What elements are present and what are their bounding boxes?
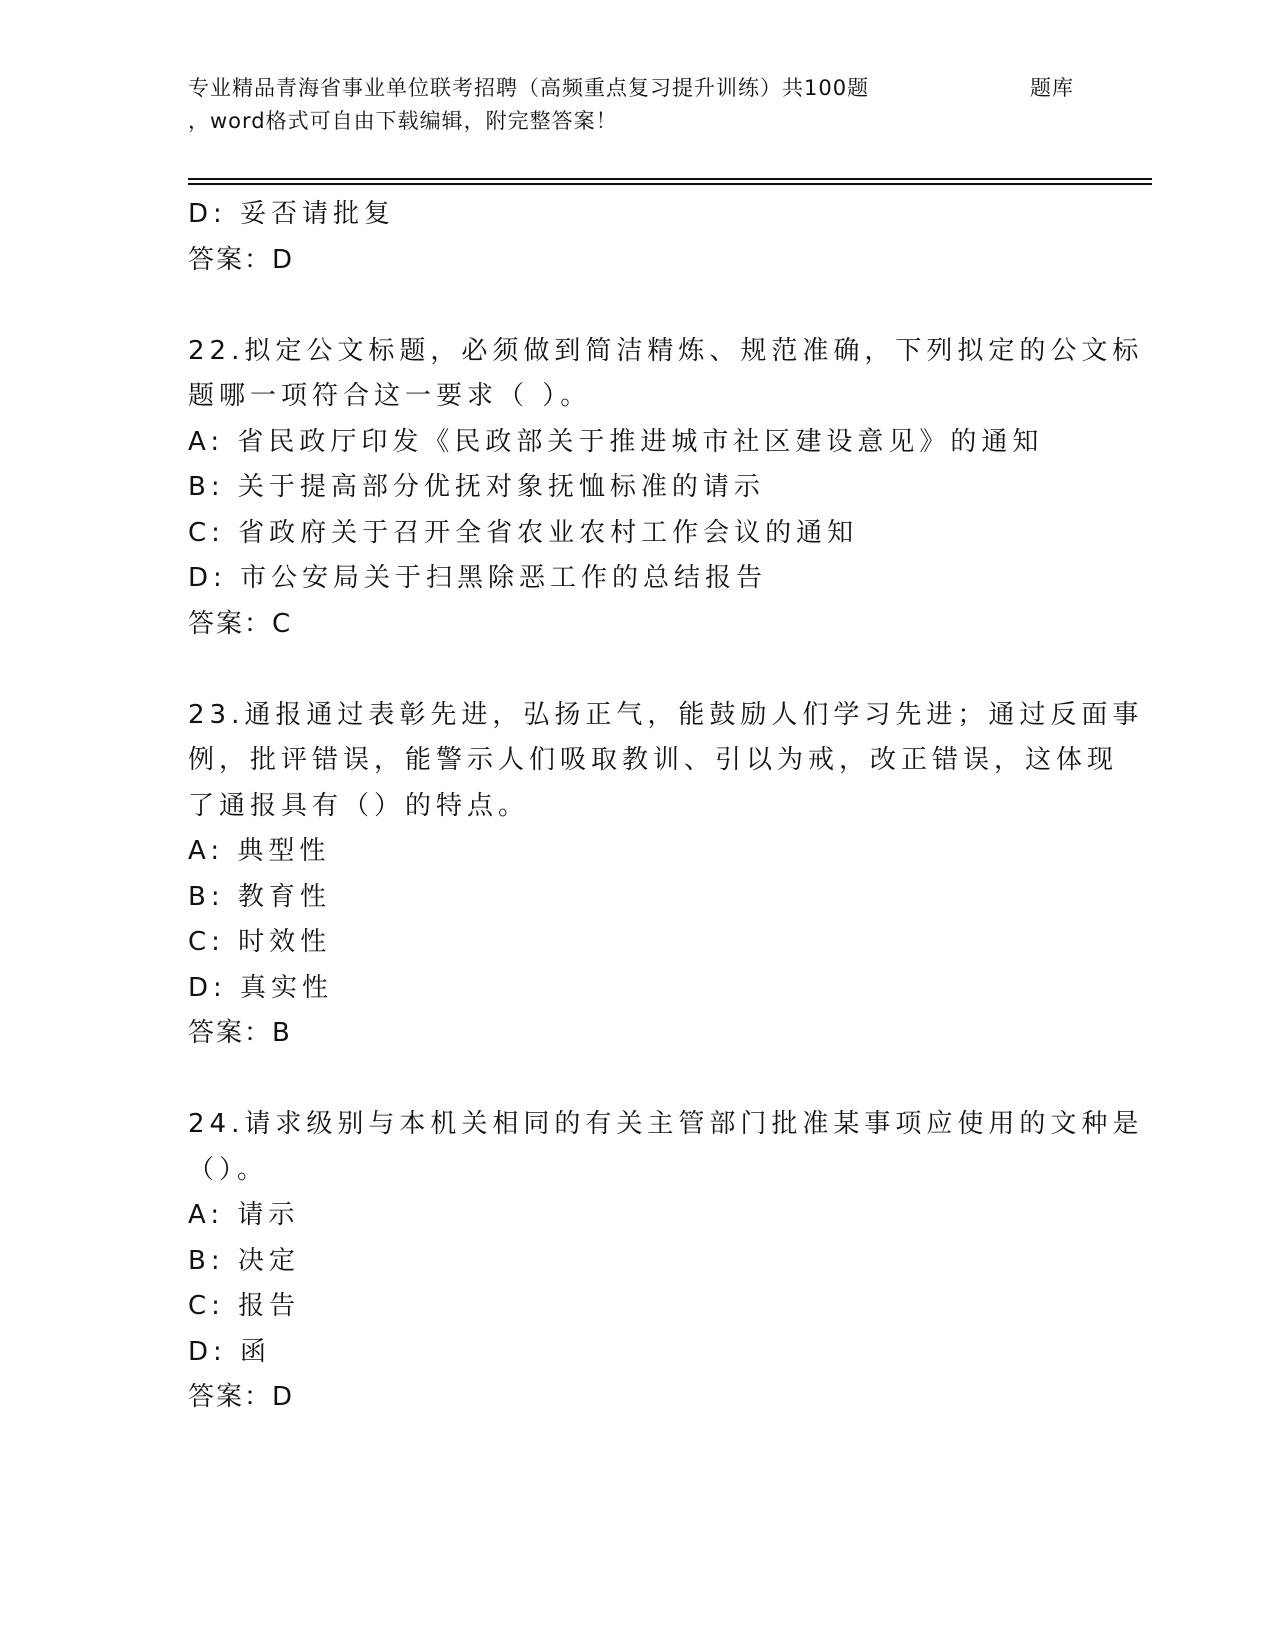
question-stem-line: 23.通报通过表彰先进，弘扬正气，能鼓励人们学习先进；通过反面事 xyxy=(188,699,1144,730)
question-stem-line: 题哪一项符合这一要求（ ）。 xyxy=(188,381,592,411)
question-stem-line: 了通报具有（）的特点。 xyxy=(188,790,530,821)
header-line-2: ，word格式可自由下载编辑，附完整答案！ xyxy=(188,109,618,133)
option-b: B: 决定 xyxy=(188,1245,300,1276)
prev-answer: 答案：D xyxy=(188,244,295,275)
question-stem-line: 24.请求级别与本机关相同的有关主管部门批准某事项应使用的文种是 xyxy=(188,1109,1144,1139)
question-22 xyxy=(188,329,1144,648)
option-c: C: 报告 xyxy=(188,1291,301,1321)
option-a: A: 典型性 xyxy=(188,836,331,866)
page-header xyxy=(188,72,1088,138)
question-stem-line: 例，批评错误，能警示人们吸取教训、引以为戒，改正错误，这体现 xyxy=(188,745,1119,775)
header-rule-bottom xyxy=(188,183,1152,185)
option-b: B: 教育性 xyxy=(188,881,331,912)
option-d: D: 真实性 xyxy=(188,972,334,1003)
header-rule-top xyxy=(188,178,1152,180)
answer: 答案：B xyxy=(188,1018,292,1048)
header-title: 专业精品青海省事业单位联考招聘（高频重点复习提升训练）共100题 xyxy=(188,76,870,100)
question-stem-line: 22.拟定公文标题，必须做到简洁精炼、规范准确，下列拟定的公文标 xyxy=(188,335,1144,366)
option-d: D: 市公安局关于扫黑除恶工作的总结报告 xyxy=(188,563,768,593)
prev-option-d: D: 妥否请批复 xyxy=(188,199,396,229)
option-a: A: 请示 xyxy=(188,1200,300,1230)
option-d: D: 函 xyxy=(188,1336,272,1367)
question-content xyxy=(188,192,1144,1421)
spacer xyxy=(188,1057,1088,1103)
header-line-1 xyxy=(188,72,1088,105)
option-c: C: 时效性 xyxy=(188,927,332,957)
answer: 答案：D xyxy=(188,1382,295,1412)
header-tag: 题库 xyxy=(1030,76,1074,100)
option-a: A: 省民政厅印发《民政部关于推进城市社区建设意见》的通知 xyxy=(188,426,1044,457)
question-24 xyxy=(188,1102,1144,1421)
option-c: C: 省政府关于召开全省农业农村工作会议的通知 xyxy=(188,517,859,548)
spacer xyxy=(188,283,1088,329)
question-stem-line: （）。 xyxy=(188,1154,269,1185)
option-b: B: 关于提高部分优抚对象抚恤标准的请示 xyxy=(188,472,765,502)
question-23 xyxy=(188,693,1144,1057)
answer: 答案：C xyxy=(188,608,293,639)
spacer xyxy=(188,647,1088,693)
